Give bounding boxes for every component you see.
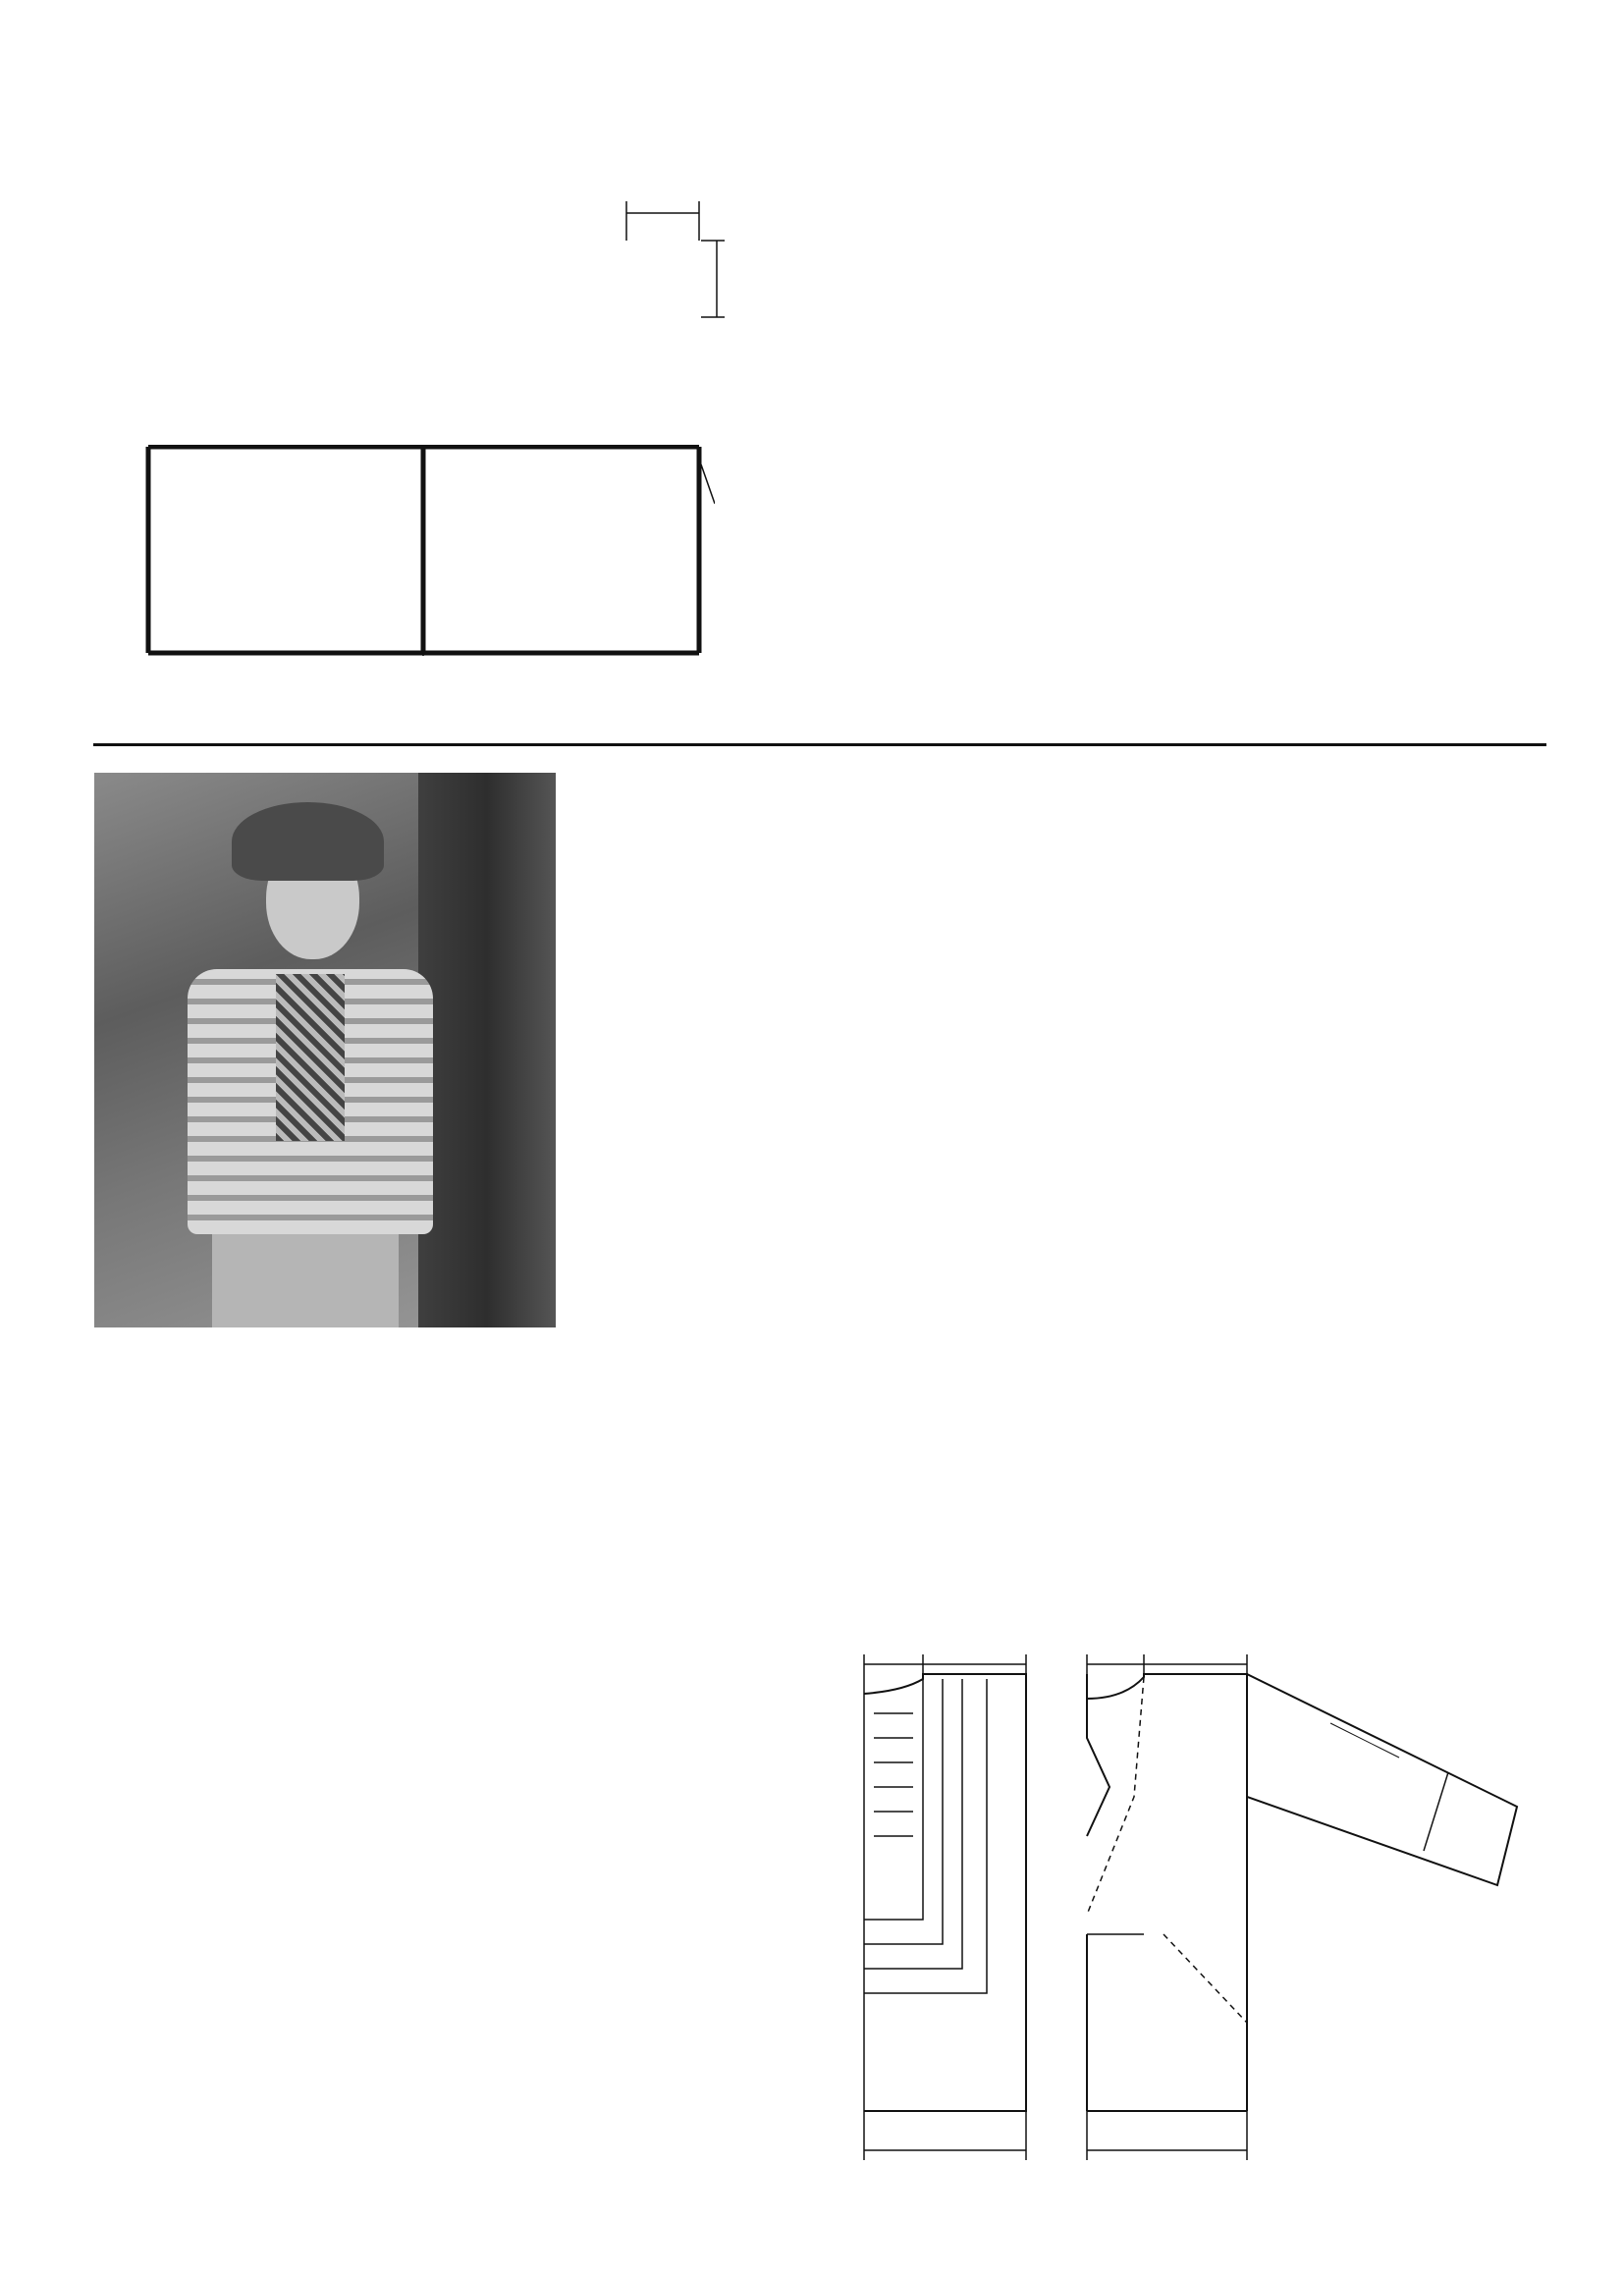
tree-trunk: [418, 773, 556, 1327]
model-hair: [232, 802, 384, 881]
model-jeans: [212, 1234, 399, 1327]
article-column-3: [1080, 772, 1547, 782]
model-photo: [94, 773, 556, 1327]
article-column-1: [90, 1551, 548, 1561]
schema3-diagram: [584, 2082, 820, 2180]
sweater-yoke: [276, 974, 345, 1141]
figure1-thick-borders: [145, 445, 715, 656]
figure1-dim-lines: [619, 201, 727, 319]
pattern-back-drawing: [844, 1650, 1041, 2180]
schema2-diagram: [1301, 1949, 1527, 2145]
schema1-diagram: [1164, 1154, 1537, 1645]
figure1-cut-label-wrap: [705, 511, 734, 609]
section-divider: [93, 743, 1546, 746]
article-column-2: [581, 772, 1049, 782]
schema-top-diagram: [908, 93, 1556, 731]
